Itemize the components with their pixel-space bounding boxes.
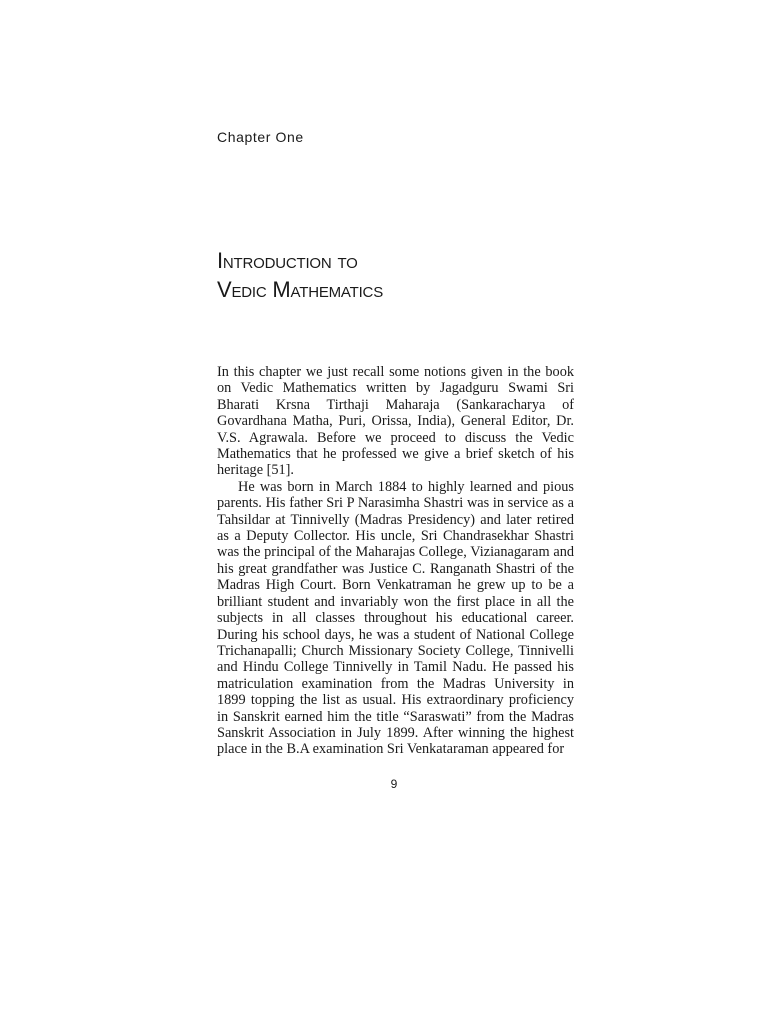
chapter-title-line-2: Vedic Mathematics bbox=[217, 277, 383, 302]
paragraph-intro: In this chapter we just recall some notions given in the book on Vedic Mathematics written by Jagadguru Swami Sri Bharati Krsna Tirthaji Maharaja (Sankaracharya of Govardhana Matha, Puri, Orissa, India), General Editor, Dr. V.S. Agrawala. Before we proceed to discuss the Vedic Mathematics that he professed we give a brief sketch of his heritage [51]. bbox=[217, 364, 574, 479]
chapter-title-line-1: Introduction to bbox=[217, 248, 358, 273]
chapter-title bbox=[217, 246, 577, 304]
page-number: 9 bbox=[390, 777, 398, 791]
chapter-label: Chapter One bbox=[217, 129, 304, 145]
paragraph-biography: He was born in March 1884 to highly learned and pious parents. His father Sri P Narasimha Shastri was in service as a Tahsildar at Tinnivelly (Madras Presidency) and later retired as a Deputy Collector. His uncle, Sri Chandrasekhar Shastri was the principal of the Maharajas College, Vizianagaram and his great grandfather was Justice C. Ranganath Shastri of the Madras High Court. Born Venkatraman he grew up to be a brilliant student and invariably won the first place in all the subjects in all classes throughout his educational career. During his school days, he was a student of National College Trichanapalli; Church Missionary Society College, Tinnivelli and Hindu College Tinnivelly in Tamil Nadu. He passed his matriculation examination from the Madras University in 1899 topping the list as usual. His extraordinary proficiency in Sanskrit earned him the title “Saraswati” from the Madras Sanskrit Association in July 1899. After winning the highest place in the B.A examination Sri Venkataraman appeared for bbox=[217, 478, 574, 758]
body-text bbox=[217, 364, 574, 758]
